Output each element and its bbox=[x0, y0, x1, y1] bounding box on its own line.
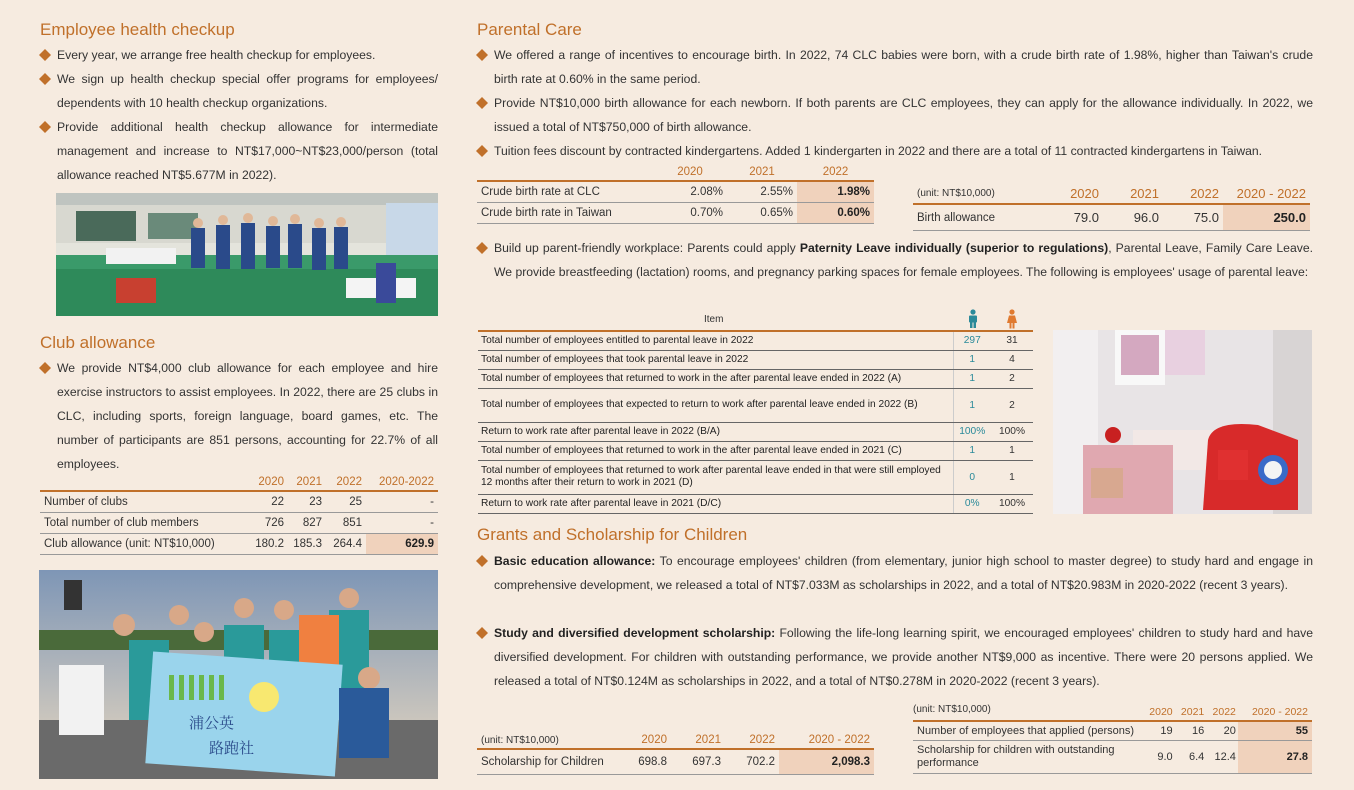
birth-allowance-table bbox=[913, 184, 1310, 231]
diamond-bullet-icon bbox=[476, 242, 488, 254]
table-row: Return to work rate after parental leave in 2022 (B/A) 100% 100% bbox=[478, 422, 1033, 441]
scholarship-table bbox=[477, 732, 874, 775]
table-row: Number of employees that applied (persons) 19 16 20 55 bbox=[913, 721, 1312, 741]
svg-text:路跑社: 路跑社 bbox=[209, 739, 255, 757]
club-banner-text: 浦公英 bbox=[189, 714, 235, 732]
grants-bullet-1: Basic education allowance: To encourage employees' children (from elementary, junior high school to master degree) to study hard and engage in comprehensive development, we released a total of NT$7.033M as scholarships in 2022, and a total of NT$20.983M in 2020-2022 (recent 3 years). bbox=[477, 549, 1313, 597]
club-title: Club allowance bbox=[40, 333, 156, 352]
club-table-header: 2020 2021 2022 2020-2022 bbox=[40, 474, 438, 491]
table-row: Crude birth rate in Taiwan 0.70% 0.65% 0.60% bbox=[477, 203, 874, 224]
grants-title: Grants and Scholarship for Children bbox=[477, 525, 748, 544]
club-table bbox=[40, 474, 438, 555]
parental-bullet-3: Tuition fees discount by contracted kindergartens. Added 1 kindergarten in 2022 and there are a total of 11 contracted kindergartens in Taiwan. bbox=[477, 139, 1313, 163]
club-bullet-1: We provide NT$4,000 club allowance for each employee and hire exercise instructors to assist employees. In 2022, there are 25 clubs in CLC, including sports, foreign language, board games, etc. The number of participants are 851 persons, accounting for 22.7% of all employees. bbox=[40, 356, 438, 476]
birth-rate-table bbox=[477, 164, 874, 224]
health-bullet-1: Every year, we arrange free health checkup for employees. bbox=[40, 43, 438, 67]
lactation-room-photo bbox=[1053, 330, 1312, 514]
performance-header: 2020 2021 2022 2020 - 2022 bbox=[913, 704, 1312, 721]
diamond-bullet-icon bbox=[39, 362, 51, 374]
grants-bullet-2: Study and diversified development scholarship: Following the life-long learning spirit, we encouraged employees' children to study hard and have diversified development. For children with outstanding performance, we provide another NT$9,000 as incentive. There were 20 persons applied. We released a total of NT$0.124M as scholarships in 2022, and a total of NT$0.278M in 2020-2022 (recent 3 years). bbox=[477, 621, 1313, 693]
table-row: Club allowance (unit: NT$10,000) 180.2 185.3 264.4 629.9 bbox=[40, 534, 438, 555]
health-bullet-2: We sign up health checkup special offer programs for employees/ dependents with 10 health checkup organizations. bbox=[40, 67, 438, 115]
table-row: Total number of employees that returned to work in the after parental leave ended in 2022 (A) 1 2 bbox=[478, 369, 1033, 388]
diamond-bullet-icon bbox=[39, 121, 51, 133]
parental-title: Parental Care bbox=[477, 20, 582, 39]
table-row: Total number of employees that expected to return to work after parental leave ended in 2022 (B) 1 2 bbox=[478, 388, 1033, 422]
table-row: Return to work rate after parental leave in 2021 (D/C) 0% 100% bbox=[478, 494, 1033, 513]
parental-bullet-4: Build up parent-friendly workplace: Parents could apply Paternity Leave individually (superior to regulations), Parental Leave, Family Care Leave. We provide breastfeeding (lactation) rooms, and pregnancy parking spaces for female employees. The following is employees' usage of parental leave: bbox=[477, 236, 1313, 284]
diamond-bullet-icon bbox=[39, 73, 51, 85]
diamond-bullet-icon bbox=[476, 555, 488, 567]
table-row: Total number of club members 726 827 851 - bbox=[40, 513, 438, 534]
health-title: Employee health checkup bbox=[40, 20, 235, 39]
table-row: Birth allowance 79.0 96.0 75.0 250.0 bbox=[913, 204, 1310, 231]
leave-table-header-item: Item bbox=[704, 314, 724, 325]
birth-allowance-header: (unit: NT$10,000) 2020 2021 2022 2020 - 2022 bbox=[913, 184, 1310, 204]
table-row: Total number of employees that returned to work in the after parental leave ended in 2021 (C) 1 1 bbox=[478, 441, 1033, 460]
parental-bullet-2: Provide NT$10,000 birth allowance for each newborn. If both parents are CLC employees, they can apply for the allowance individually. In 2022, we issued a total of NT$750,000 of birth allowance. bbox=[477, 91, 1313, 139]
diamond-bullet-icon bbox=[476, 49, 488, 61]
table-row: Total number of employees that returned to work after parental leave ended in that were still employed 12 months after their return to work in 2021 (D) 0 1 bbox=[478, 460, 1033, 494]
birth-rate-header: 2020 2021 2022 bbox=[477, 164, 874, 181]
parental-leave-table bbox=[478, 330, 1033, 514]
health-checkup-photo bbox=[56, 193, 438, 316]
diamond-bullet-icon bbox=[476, 627, 488, 639]
table-row: Crude birth rate at CLC 2.08% 2.55% 1.98% bbox=[477, 181, 874, 203]
table-row: Scholarship for Children 698.8 697.3 702.2 2,098.3 bbox=[477, 749, 874, 775]
scholarship-header: (unit: NT$10,000) 2020 2021 2022 2020 - 2022 bbox=[477, 732, 874, 749]
table-row: Scholarship for children with outstanding performance 9.0 6.4 12.4 27.8 bbox=[913, 741, 1312, 774]
health-bullet-3: Provide additional health checkup allowance for intermediate management and increase to NT$17,000~NT$23,000/person (total allowance reached NT$5.677M in 2022). bbox=[40, 115, 438, 187]
performance-scholarship-table bbox=[913, 704, 1312, 774]
running-club-photo bbox=[39, 570, 438, 779]
perf-unit-label: (unit: NT$10,000) bbox=[913, 704, 991, 715]
table-row: Total number of employees that took parental leave in 2022 1 4 bbox=[478, 350, 1033, 369]
table-row: Total number of employees entitled to parental leave in 2022 297 31 bbox=[478, 331, 1033, 350]
table-row: Number of clubs 22 23 25 - bbox=[40, 491, 438, 513]
diamond-bullet-icon bbox=[476, 145, 488, 157]
diamond-bullet-icon bbox=[39, 49, 51, 61]
diamond-bullet-icon bbox=[476, 97, 488, 109]
parental-bullet-1: We offered a range of incentives to encourage birth. In 2022, 74 CLC babies were born, with a crude birth rate of 1.98%, higher than Taiwan's crude birth rate at 0.60% in the same period. bbox=[477, 43, 1313, 91]
